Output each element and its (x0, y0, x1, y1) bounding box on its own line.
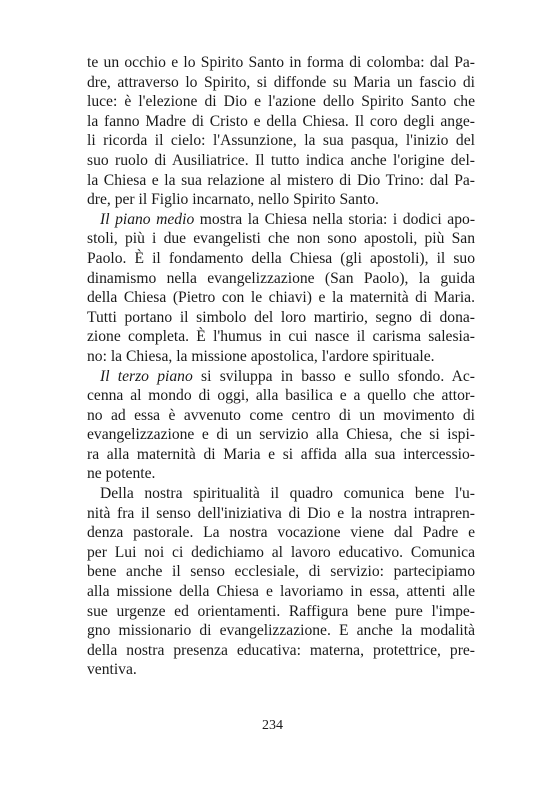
text-line (87, 602, 475, 622)
text-line (87, 484, 475, 504)
text-run: della Chiesa (Pietro con le chiavi) e la maternità di Maria. (87, 289, 475, 307)
text-run: dre, per il Figlio incarnato, nello Spirito Santo. (87, 191, 379, 209)
text-run: ventiva. (87, 661, 137, 679)
text-line (87, 53, 475, 73)
text-run: no ad essa è avvenuto come centro di un movimento di (87, 406, 475, 424)
text-line (87, 288, 475, 308)
text-run: mostra la Chiesa nella storia: i dodici apo- (194, 210, 476, 228)
paragraph (87, 484, 475, 680)
italic-run: Il terzo piano (100, 367, 193, 385)
text-line (87, 210, 475, 230)
text-line (87, 367, 475, 387)
text-run: denza pastorale. La nostra vocazione viene dal Padre e (87, 524, 475, 542)
text-run: cenna al mondo di oggi, alla basilica e a quello che attor- (87, 387, 475, 405)
text-line (87, 562, 475, 582)
text-run: la fanno Madre di Cristo e della Chiesa. Il coro degli ange- (87, 112, 475, 130)
text-run: Paolo. È il fondamento della Chiesa (gli apostoli), il suo (87, 249, 475, 267)
text-run: sue urgenze ed orientamenti. Raffigura bene pure l'impe- (87, 602, 475, 620)
text-run: dre, attraverso lo Spirito, si diffonde su Maria un fascio di (87, 73, 475, 91)
text-run: ra alla maternità di Maria e si affida alla sua intercessio- (87, 445, 475, 463)
text-run: Della nostra spiritualità il quadro comunica bene l'u- (100, 485, 475, 503)
text-line (87, 269, 475, 289)
text-line (87, 641, 475, 661)
text-line (87, 229, 475, 249)
text-run: gno missionario di evangelizzazione. E anche la modalità (87, 622, 475, 640)
text-line (87, 151, 475, 171)
text-line (87, 523, 475, 543)
text-line (87, 131, 475, 151)
text-line (87, 112, 475, 132)
text-line (87, 386, 475, 406)
text-line (87, 347, 475, 367)
text-run: Tutti portano il simbolo del loro martirio, segno di dona- (87, 308, 475, 326)
text-line (87, 73, 475, 93)
text-line (87, 308, 475, 328)
text-run: li ricorda il cielo: l'Assunzione, la sua pasqua, l'inizio del (87, 132, 475, 150)
text-run: ne potente. (87, 465, 156, 483)
text-run: zione completa. È l'humus in cui nasce il carisma salesia- (87, 328, 475, 346)
text-line (87, 504, 475, 524)
text-line (87, 327, 475, 347)
text-run: alla missione della Chiesa e lavoriamo in essa, attenti alle (87, 583, 475, 601)
text-line (87, 660, 475, 680)
paragraph (87, 210, 475, 367)
text-line (87, 621, 475, 641)
text-run: nità fra il senso dell'iniziativa di Dio e la nostra intrapren- (87, 504, 475, 522)
text-run: della nostra presenza educativa: materna, protettrice, pre- (87, 641, 475, 659)
page-number: 234 (262, 718, 283, 733)
text-line (87, 406, 475, 426)
text-line (87, 582, 475, 602)
paragraph (87, 53, 475, 210)
text-line (87, 464, 475, 484)
paragraph (87, 367, 475, 485)
text-run: te un occhio e lo Spirito Santo in forma di colomba: dal Pa- (87, 54, 475, 71)
text-run: la Chiesa e la sua relazione al mistero di Dio Trino: dal Pa- (87, 171, 475, 189)
text-line (87, 425, 475, 445)
text-run: per Lui noi ci dedichiamo al lavoro educativo. Comunica (87, 543, 475, 561)
text-run: luce: è l'elezione di Dio e l'azione dello Spirito Santo che (87, 93, 475, 111)
text-line (87, 249, 475, 269)
text-line (87, 445, 475, 465)
text-line (87, 543, 475, 563)
text-run: bene anche il senso ecclesiale, di servizio: partecipiamo (87, 563, 475, 581)
text-line (87, 171, 475, 191)
text-run: dinamismo nella evangelizzazione (San Paolo), la guida (87, 269, 475, 287)
text-run: evangelizzazione e di un servizio alla Chiesa, che si ispi- (87, 426, 475, 444)
body-text (87, 53, 475, 680)
italic-run: Il piano medio (100, 210, 195, 228)
text-run: suo ruolo di Ausiliatrice. Il tutto indica anche l'origine del- (87, 151, 475, 169)
text-run: no: la Chiesa, la missione apostolica, l'ardore spirituale. (87, 347, 435, 365)
text-run: si sviluppa in basso e sullo sfondo. Ac- (192, 367, 476, 385)
text-run: stoli, più i due evangelisti che non sono apostoli, più San (87, 230, 475, 248)
text-line (87, 190, 475, 210)
text-line (87, 92, 475, 112)
